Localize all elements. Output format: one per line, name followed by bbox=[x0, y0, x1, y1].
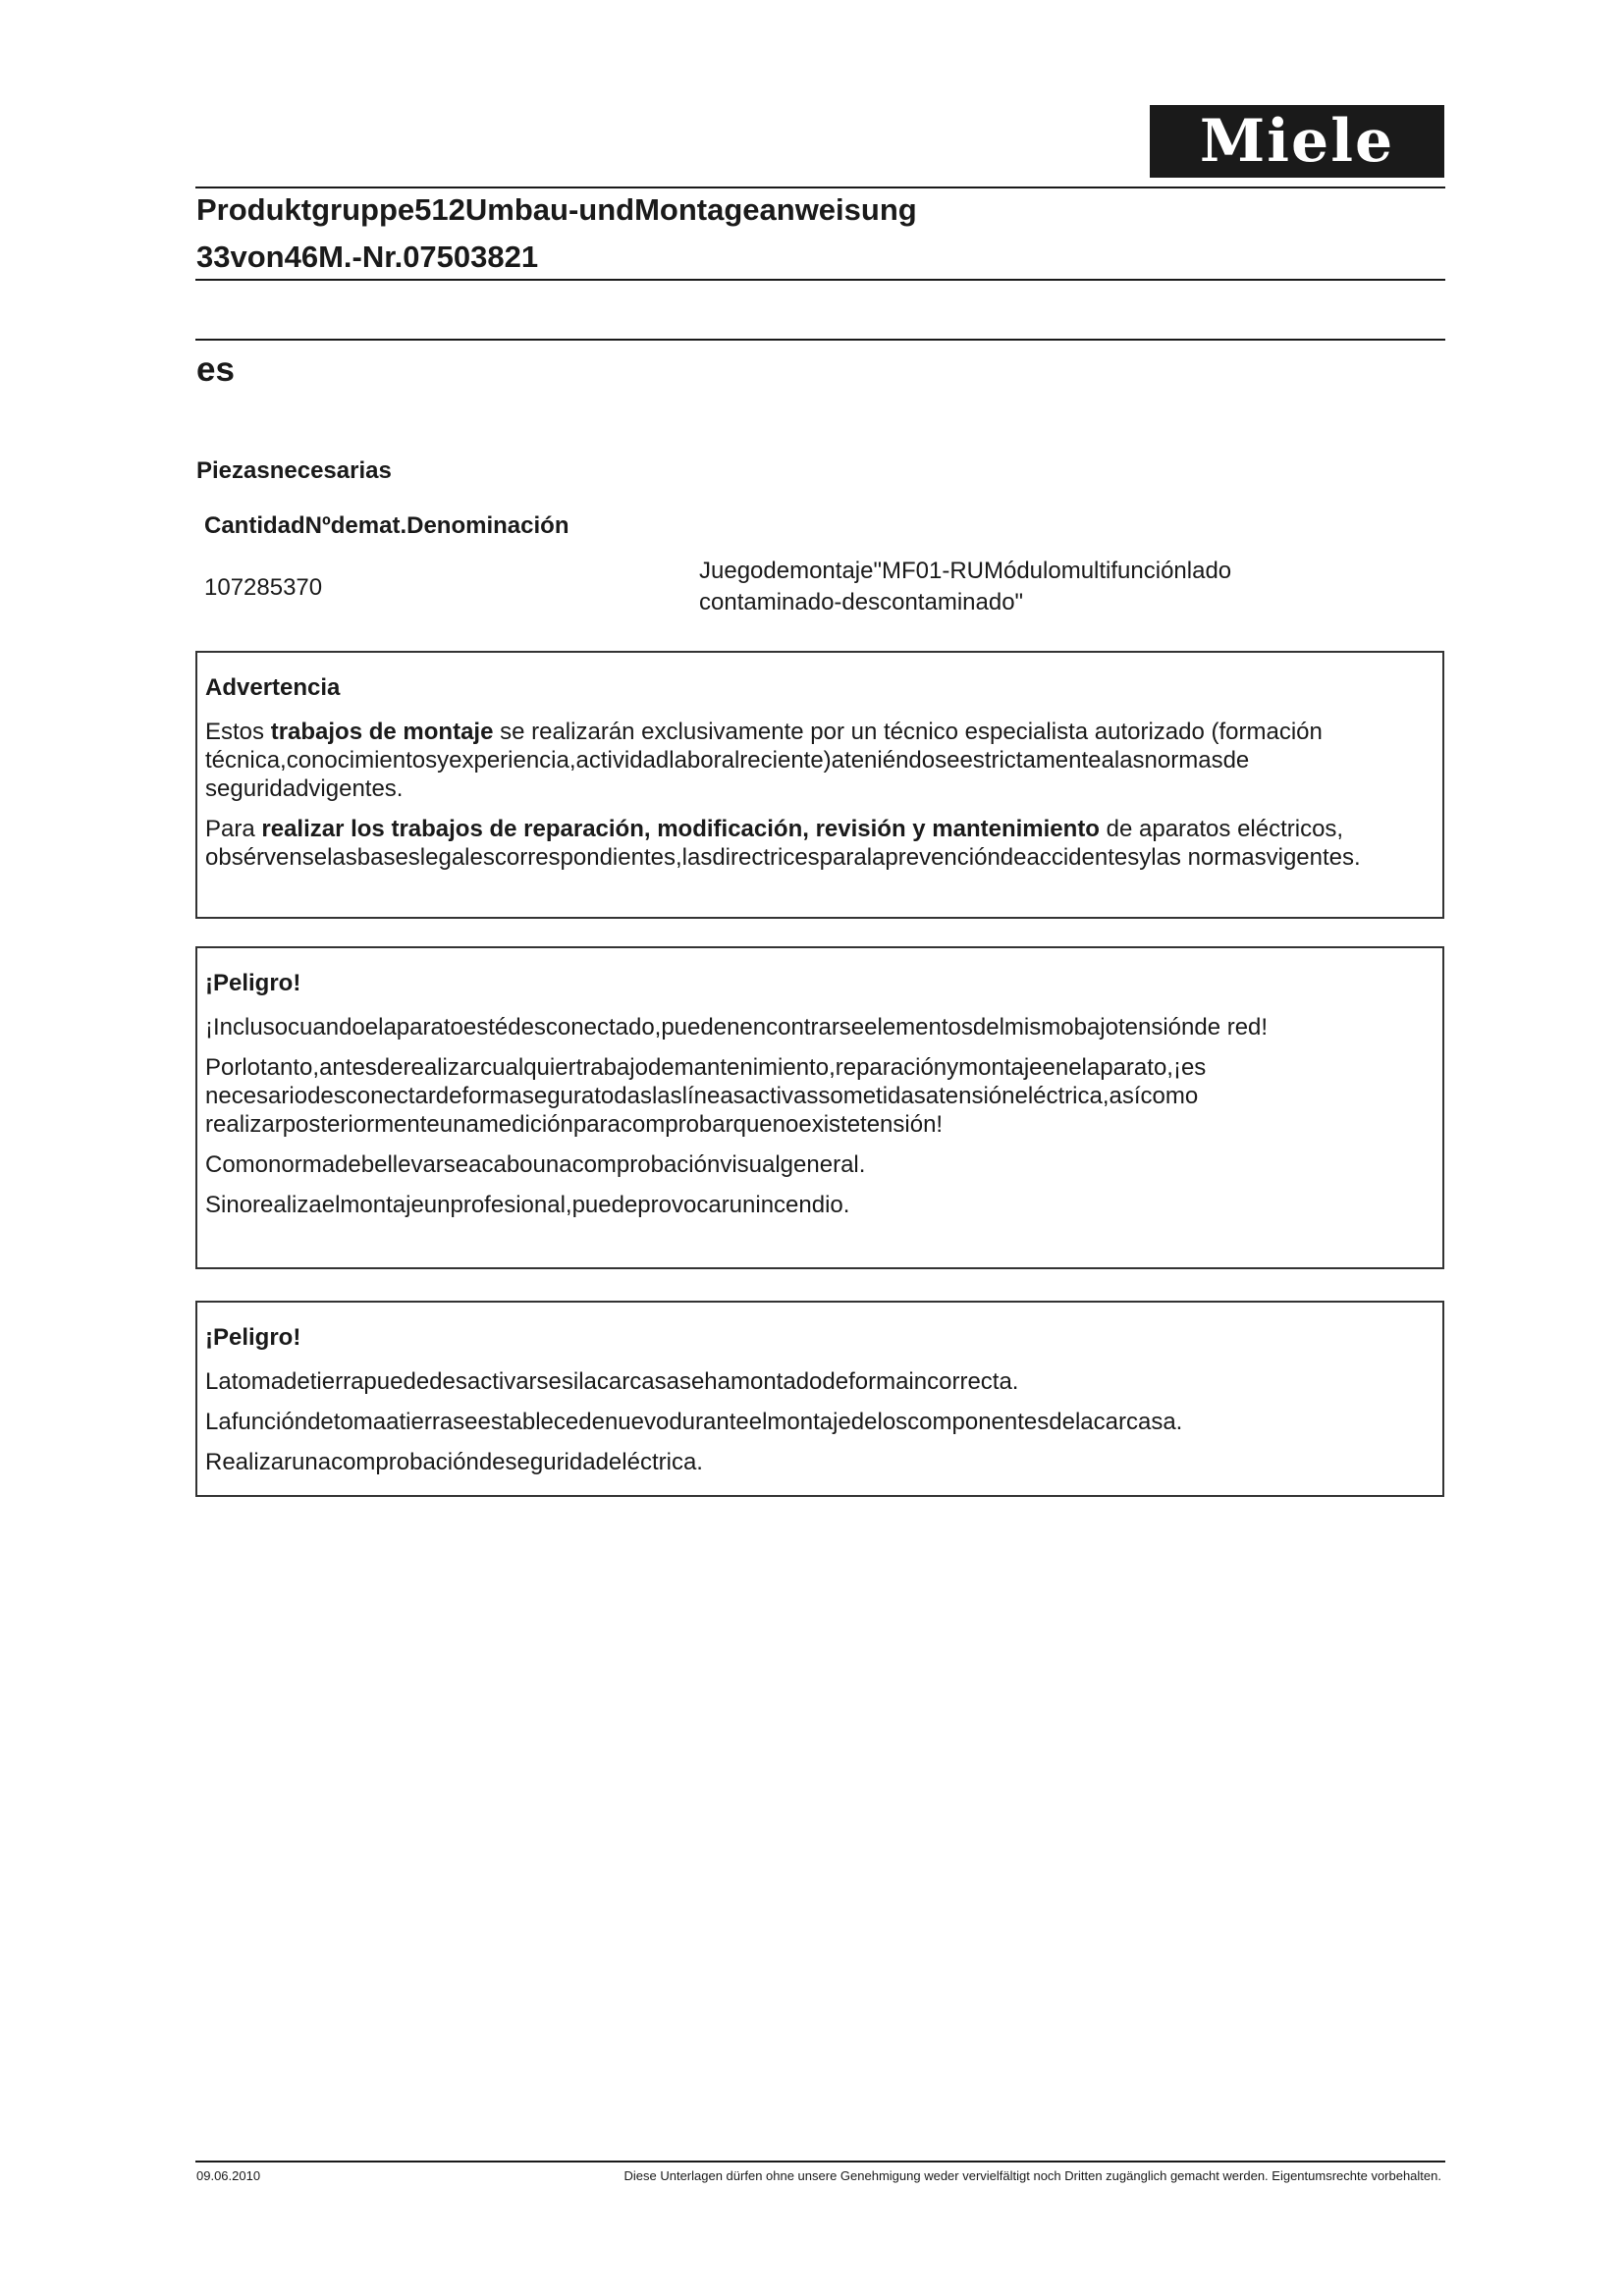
parts-table-header: CantidadNºdemat.Denominación bbox=[204, 512, 569, 539]
danger-1-paragraph-2: Porlotanto,antesderealizarcualquiertrabajodemantenimiento,reparaciónymontajeenelaparato,¡es necesariodesconectardeformaseguratodaslaslíneasactivassometidasatensióneléctrica,asícomo realizarposteriormenteunamediciónparacomprobarquenoexistetensión! bbox=[205, 1054, 1207, 1138]
footer-rule bbox=[195, 2161, 1445, 2163]
parts-denomination-line1: Juegodemontaje"MF01-RUMódulomultifunciónlado bbox=[699, 558, 1232, 584]
danger-1-paragraph-1: ¡Inclusocuandoelaparatoestédesconectado,puedenencontrarseelementosdelmismobajotensiónde red! bbox=[205, 1014, 1269, 1041]
warning-paragraph-1: Estos trabajos de montaje se realizarán exclusivamente por un técnico especialista autorizado (formación técnica,conocimientosyexperiencia,actividadlaboralreciente)ateniéndoseestrictamentealasnormasde seguridadvigentes. bbox=[205, 719, 1323, 802]
header-rule-top bbox=[195, 187, 1445, 188]
section-rule bbox=[195, 339, 1445, 341]
language-code: es bbox=[196, 350, 235, 389]
warning-box bbox=[195, 651, 1444, 919]
danger-box-2 bbox=[195, 1301, 1444, 1497]
danger-box-1 bbox=[195, 946, 1444, 1269]
danger-2-title: ¡Peligro! bbox=[205, 1324, 301, 1351]
footer-date: 09.06.2010 bbox=[196, 2168, 261, 2183]
parts-mat-no: 107285370 bbox=[204, 574, 323, 601]
warning-paragraph-2: Para realizar los trabajos de reparación, modificación, revisión y mantenimiento de aparatos eléctricos, obsérvenselasbaseslegalescorrespondientes,lasdirectricesparalaprevencióndeaccidentesylas normasvigentes. bbox=[205, 816, 1361, 871]
parts-denomination-line2: contaminado-descontaminado" bbox=[699, 589, 1024, 615]
doc-subtitle: 33von46M.-Nr.07503821 bbox=[196, 240, 539, 274]
warning-title: Advertencia bbox=[205, 674, 341, 701]
danger-1-title: ¡Peligro! bbox=[205, 970, 301, 996]
parts-heading: Piezasnecesarias bbox=[196, 457, 392, 484]
danger-2-paragraph-1: Latomadetierrapuededesactivarsesilacarcasasehamontadodeformaincorrecta. bbox=[205, 1368, 1019, 1395]
header-rule-bottom bbox=[195, 279, 1445, 281]
danger-2-paragraph-2: Lafuncióndetomaatierraseestablecedenuevoduranteelmontajedeloscomponentesdelacarcasa. bbox=[205, 1409, 1183, 1435]
footer-notice: Diese Unterlagen dürfen ohne unsere Genehmigung weder vervielfältigt noch Dritten zugänglich gemacht werden. Eigentumsrechte vorbehalten. bbox=[623, 2168, 1441, 2183]
danger-1-paragraph-3: Comonormadebellevarseacabounacomprobaciónvisualgeneral. bbox=[205, 1151, 866, 1178]
danger-2-paragraph-3: Realizarunacomprobacióndeseguridadeléctrica. bbox=[205, 1449, 703, 1475]
doc-title: Produktgruppe512Umbau-undMontageanweisung bbox=[196, 192, 917, 227]
miele-logo: Miele bbox=[1150, 105, 1444, 178]
danger-1-paragraph-4: Sinorealizaelmontajeunprofesional,puedeprovocarunincendio. bbox=[205, 1192, 850, 1218]
